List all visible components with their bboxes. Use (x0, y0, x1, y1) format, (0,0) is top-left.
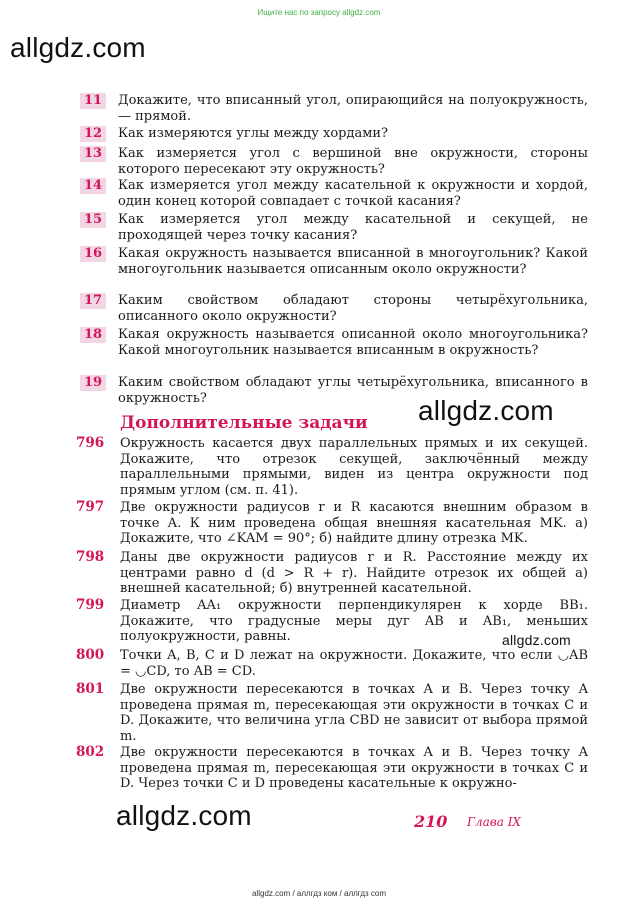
question-item (80, 375, 588, 406)
question-text: Как измеряется угол между касательной и секущей, не проходящей через точку касания? (118, 212, 588, 243)
question-item (80, 126, 588, 142)
question-number: 17 (80, 293, 106, 309)
question-number: 13 (80, 146, 106, 162)
question-number: 18 (80, 327, 106, 343)
task-number: 799 (76, 597, 105, 613)
question-item (80, 293, 588, 324)
section-title: Дополнительные задачи (120, 413, 368, 433)
question-item (80, 146, 588, 177)
question-text: Как измеряется угол с вершиной вне окружности, стороны которого пересекают эту окружность? (118, 146, 588, 177)
question-text: Как измеряется угол между касательной к окружности и хордой, один конец которой совпадает с точкой касания? (118, 178, 588, 209)
question-item (80, 246, 588, 277)
task-text: Две окружности радиусов r и R касаются внешним образом в точке A. К ним проведена общая внешняя касательная MK. а) Докажите, что ∠KAM = 90°; б) найдите длину отрезка MK. (120, 500, 588, 546)
question-number: 19 (80, 375, 106, 391)
task-item (76, 648, 588, 679)
task-text: Точки A, B, C и D лежат на окружности. Докажите, что если ◡AB = ◡CD, то AB = CD. (120, 648, 588, 679)
question-number: 15 (80, 212, 106, 228)
task-number: 800 (76, 647, 105, 663)
bottom-note: allgdz.com / аллгдз ком / аллгдз com (251, 889, 387, 898)
question-item (80, 93, 588, 124)
header-note: Ищите нас по запросу allgdz.com (257, 8, 381, 17)
task-text: Две окружности пересекаются в точках A и B. Через точку A проведена прямая m, пересекающая эти окружности в точках C и D. Докажите, что величина угла CBD не зависит от выбора прямой m. (120, 682, 588, 744)
task-item (76, 436, 588, 498)
task-item (76, 500, 588, 547)
question-number: 16 (80, 246, 106, 262)
watermark: allgdz.com (116, 800, 252, 831)
question-text: Докажите, что вписанный угол, опирающийся на полуокружность, — прямой. (118, 93, 588, 124)
task-item (76, 682, 588, 744)
task-item (76, 598, 588, 645)
task-text: Даны две окружности радиусов r и R. Расстояние между их центрами равно d (d > R + r). Найдите отрезок их общей а) внешней касательной; б) внутренней касательной. (120, 550, 588, 596)
question-text: Каким свойством обладают углы четырёхугольника, вписанного в окружность? (118, 375, 588, 406)
task-number: 801 (76, 681, 105, 697)
question-number: 12 (80, 126, 106, 142)
task-number: 802 (76, 744, 105, 760)
question-item (80, 212, 588, 243)
task-number: 796 (76, 435, 105, 451)
task-text: Диаметр AA₁ окружности перпендикулярен к хорде BB₁. Докажите, что градусные меры дуг AB и AB₁, меньших полуокружности, равны. (120, 598, 588, 644)
question-text: Как измеряются углы между хордами? (118, 126, 389, 141)
task-number: 797 (76, 499, 105, 515)
question-text: Какая окружность называется вписанной в многоугольник? Какой многоугольник называется описанным около окружности? (118, 246, 588, 277)
question-text: Какая окружность называется описанной около многоугольника? Какой многоугольник называется вписанным в окружность? (118, 327, 588, 358)
task-item (76, 745, 588, 792)
question-number: 11 (80, 93, 106, 109)
watermark: allgdz.com (10, 32, 146, 63)
question-number: 14 (80, 178, 106, 194)
task-item (76, 550, 588, 597)
watermark: allgdz.com (418, 395, 554, 426)
watermark: allgdz.com (502, 632, 571, 648)
question-item (80, 327, 588, 358)
question-text: Каким свойством обладают стороны четырёхугольника, описанного около окружности? (118, 293, 588, 324)
chapter-label: Глава IX (467, 815, 521, 829)
task-text: Окружность касается двух параллельных прямых и их секущей. Докажите, что отрезок секущей, заключённый между параллельными прямыми, виден из центра окружности под прямым углом (см. п. 41). (120, 436, 588, 498)
question-item (80, 178, 588, 209)
task-number: 798 (76, 549, 105, 565)
task-text: Две окружности пересекаются в точках A и B. Через точку A проведена прямая m, пересекающая эти окружности в точках C и D. Через точки C и D проведены касательные к окружно- (120, 745, 588, 791)
page-number: 210 (414, 812, 448, 831)
